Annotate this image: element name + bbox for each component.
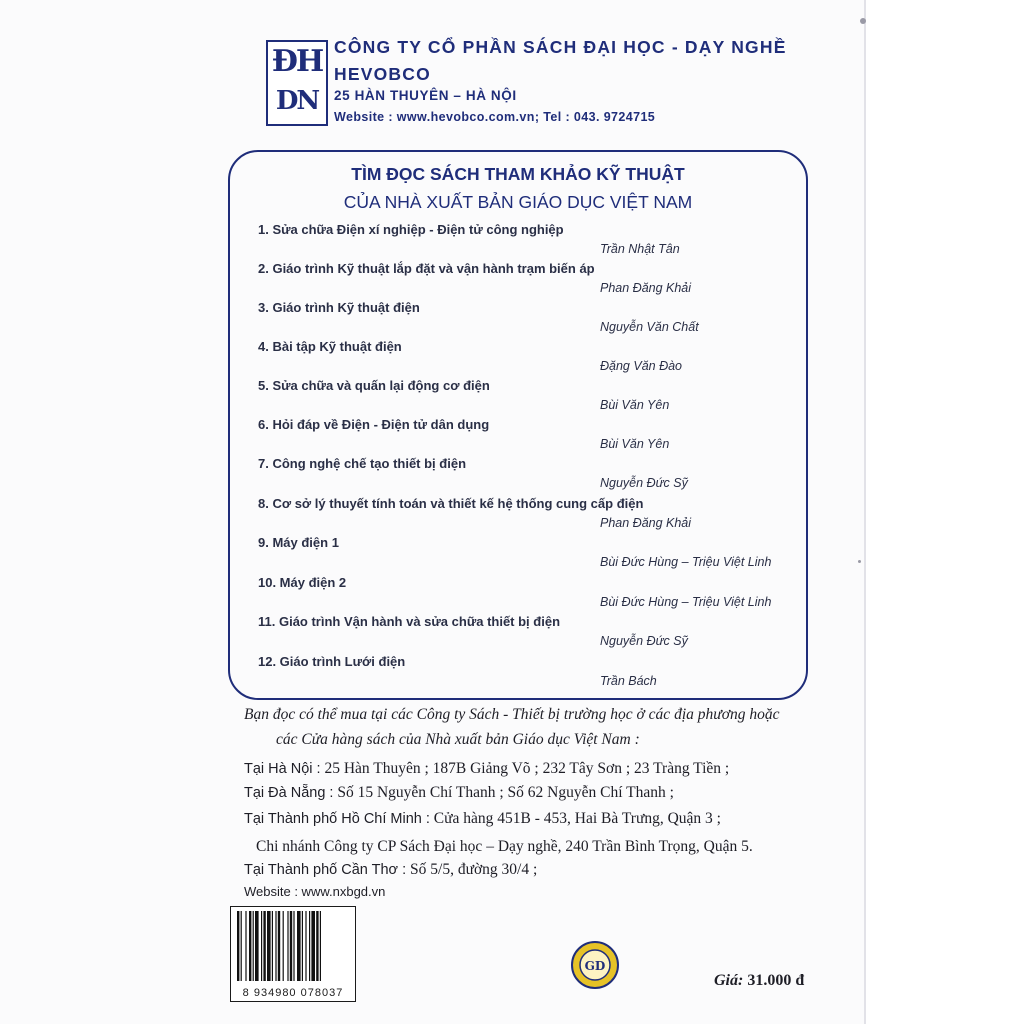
book-title: 7. Công nghệ chế tạo thiết bị điện bbox=[258, 456, 467, 471]
barcode-bar bbox=[316, 911, 318, 981]
barcode-bar bbox=[297, 911, 301, 981]
book-author: Nguyễn Đức Sỹ bbox=[600, 634, 688, 648]
barcode-bar bbox=[278, 911, 280, 981]
publisher-contact: Website : www.hevobco.com.vn; Tel : 043. 9724715 bbox=[334, 110, 656, 124]
barcode-bar bbox=[263, 911, 265, 981]
book-author: Trần Bách bbox=[600, 674, 657, 688]
list-item bbox=[230, 300, 806, 340]
book-title: 11. Giáo trình Vận hành và sửa chữa thiết bị điện bbox=[258, 614, 561, 629]
store-danang-label: Tại Đà Nẵng : bbox=[244, 785, 334, 801]
barcode-bar bbox=[241, 911, 242, 981]
barcode-bar bbox=[255, 911, 259, 981]
price-value: 31.000 đ bbox=[747, 972, 805, 989]
store-cantho bbox=[244, 861, 537, 879]
barcode-bar bbox=[302, 911, 303, 981]
publisher-logo-top: ĐH bbox=[271, 44, 323, 79]
publisher-logo bbox=[266, 40, 328, 126]
list-item bbox=[230, 496, 806, 536]
book-title: 12. Giáo trình Lưới điện bbox=[258, 654, 406, 669]
store-hanoi bbox=[244, 760, 729, 778]
book-author: Bùi Đức Hùng – Triệu Việt Linh bbox=[600, 595, 772, 609]
book-title: 1. Sửa chữa Điện xí nghiệp - Điện tử công nghiệp bbox=[258, 222, 564, 237]
publisher-brand: HEVOBCO bbox=[334, 64, 431, 84]
book-title: 3. Giáo trình Kỹ thuật điện bbox=[258, 300, 420, 315]
barcode-bar bbox=[305, 911, 306, 981]
list-item bbox=[230, 222, 806, 262]
book-title: 2. Giáo trình Kỹ thuật lắp đặt và vận hành trạm biến áp bbox=[258, 261, 595, 276]
book-title: 4. Bài tập Kỹ thuật điện bbox=[258, 339, 402, 354]
store-hcm bbox=[244, 810, 721, 828]
barcode-bar bbox=[275, 911, 276, 981]
barcode-bar bbox=[287, 911, 288, 981]
list-item bbox=[230, 417, 806, 457]
barcode-bar bbox=[237, 911, 239, 981]
publisher-company-name: CÔNG TY CỔ PHẦN SÁCH ĐẠI HỌC - DẠY NGHỀ bbox=[334, 37, 787, 57]
barcode-bar bbox=[253, 911, 254, 981]
book-author: Phan Đăng Khải bbox=[600, 516, 692, 530]
store-hanoi-addresses: 25 Hàn Thuyên ; 187B Giảng Võ ; 232 Tây Sơn ; 23 Tràng Tiền ; bbox=[320, 760, 730, 777]
store-cantho-address: Số 5/5, đường 30/4 ; bbox=[406, 861, 538, 878]
publisher-address: 25 HÀN THUYÊN – HÀ NỘI bbox=[334, 88, 517, 103]
book-title: 5. Sửa chữa và quấn lại động cơ điện bbox=[258, 378, 490, 393]
dust-speck bbox=[860, 18, 866, 24]
emblem-text: GD bbox=[584, 959, 606, 973]
store-hcm-address: Cửa hàng 451B - 453, Hai Bà Trưng, Quận 3 ; bbox=[429, 810, 721, 827]
barcode-bar bbox=[249, 911, 251, 981]
book-author: Phan Đăng Khải bbox=[600, 281, 692, 295]
purchase-intro-line1: Bạn đọc có thể mua tại các Công ty Sách - Thiết bị trường học ở các địa phương hoặc bbox=[244, 706, 780, 723]
barcode-bar bbox=[245, 911, 246, 981]
book-title: 10. Máy điện 2 bbox=[258, 575, 347, 590]
purchase-intro-line2: các Cửa hàng sách của Nhà xuất bản Giáo dục Việt Nam : bbox=[276, 731, 640, 748]
book-author: Nguyễn Văn Chất bbox=[600, 320, 699, 334]
list-item bbox=[230, 614, 806, 654]
book-list-box bbox=[228, 150, 808, 700]
price-label: Giá: bbox=[714, 972, 744, 989]
book-author: Nguyễn Đức Sỹ bbox=[600, 476, 688, 490]
list-item bbox=[230, 339, 806, 379]
book-author: Trần Nhật Tân bbox=[600, 242, 680, 256]
barcode-digits: 8 934980 078037 bbox=[242, 987, 344, 999]
barcode-bar bbox=[320, 911, 321, 981]
store-hcm-branch: Chi nhánh Công ty CP Sách Đại học – Dạy nghề, 240 Trần Bình Trọng, Quận 5. bbox=[256, 838, 753, 855]
book-list-title: TÌM ĐỌC SÁCH THAM KHẢO KỸ THUẬT bbox=[351, 164, 685, 184]
emblem-icon bbox=[570, 940, 620, 990]
barcode-bars bbox=[235, 911, 351, 981]
barcode-bar bbox=[311, 911, 315, 981]
publisher-website: Website : www.nxbgd.vn bbox=[244, 884, 386, 899]
barcode-bar bbox=[309, 911, 310, 981]
book-list-subtitle: CỦA NHÀ XUẤT BẢN GIÁO DỤC VIỆT NAM bbox=[343, 192, 693, 212]
book-author: Bùi Đức Hùng – Triệu Việt Linh bbox=[600, 555, 772, 569]
store-cantho-label: Tại Thành phố Cần Thơ : bbox=[244, 862, 407, 878]
barcode-bar bbox=[261, 911, 262, 981]
background-margin bbox=[866, 0, 1024, 1024]
book-author: Đặng Văn Đào bbox=[600, 359, 683, 373]
barcode-bar bbox=[283, 911, 284, 981]
store-danang-addresses: Số 15 Nguyễn Chí Thanh ; Số 62 Nguyễn Chí Thanh ; bbox=[333, 784, 674, 801]
book-title: 6. Hỏi đáp về Điện - Điện tử dân dụng bbox=[258, 417, 490, 432]
price bbox=[714, 972, 804, 990]
book-title: 8. Cơ sở lý thuyết tính toán và thiết kế hệ thống cung cấp điện bbox=[258, 496, 644, 511]
list-item bbox=[230, 378, 806, 418]
book-author: Bùi Văn Yên bbox=[600, 437, 670, 451]
barcode-bar bbox=[290, 911, 292, 981]
store-hanoi-label: Tại Hà Nội : bbox=[244, 761, 321, 777]
list-item bbox=[230, 535, 806, 575]
barcode bbox=[230, 906, 356, 1002]
store-hcm-label: Tại Thành phố Hồ Chí Minh : bbox=[244, 811, 430, 827]
book-title: 9. Máy điện 1 bbox=[258, 535, 339, 550]
barcode-bar bbox=[267, 911, 271, 981]
store-danang bbox=[244, 784, 674, 802]
list-item bbox=[230, 456, 806, 496]
list-item bbox=[230, 654, 806, 694]
book-author: Bùi Văn Yên bbox=[600, 398, 670, 412]
barcode-bar bbox=[293, 911, 294, 981]
list-item bbox=[230, 261, 806, 301]
barcode-bar bbox=[272, 911, 273, 981]
dust-speck bbox=[858, 560, 861, 563]
publisher-logo-bottom: DN bbox=[275, 86, 319, 116]
list-item bbox=[230, 575, 806, 615]
